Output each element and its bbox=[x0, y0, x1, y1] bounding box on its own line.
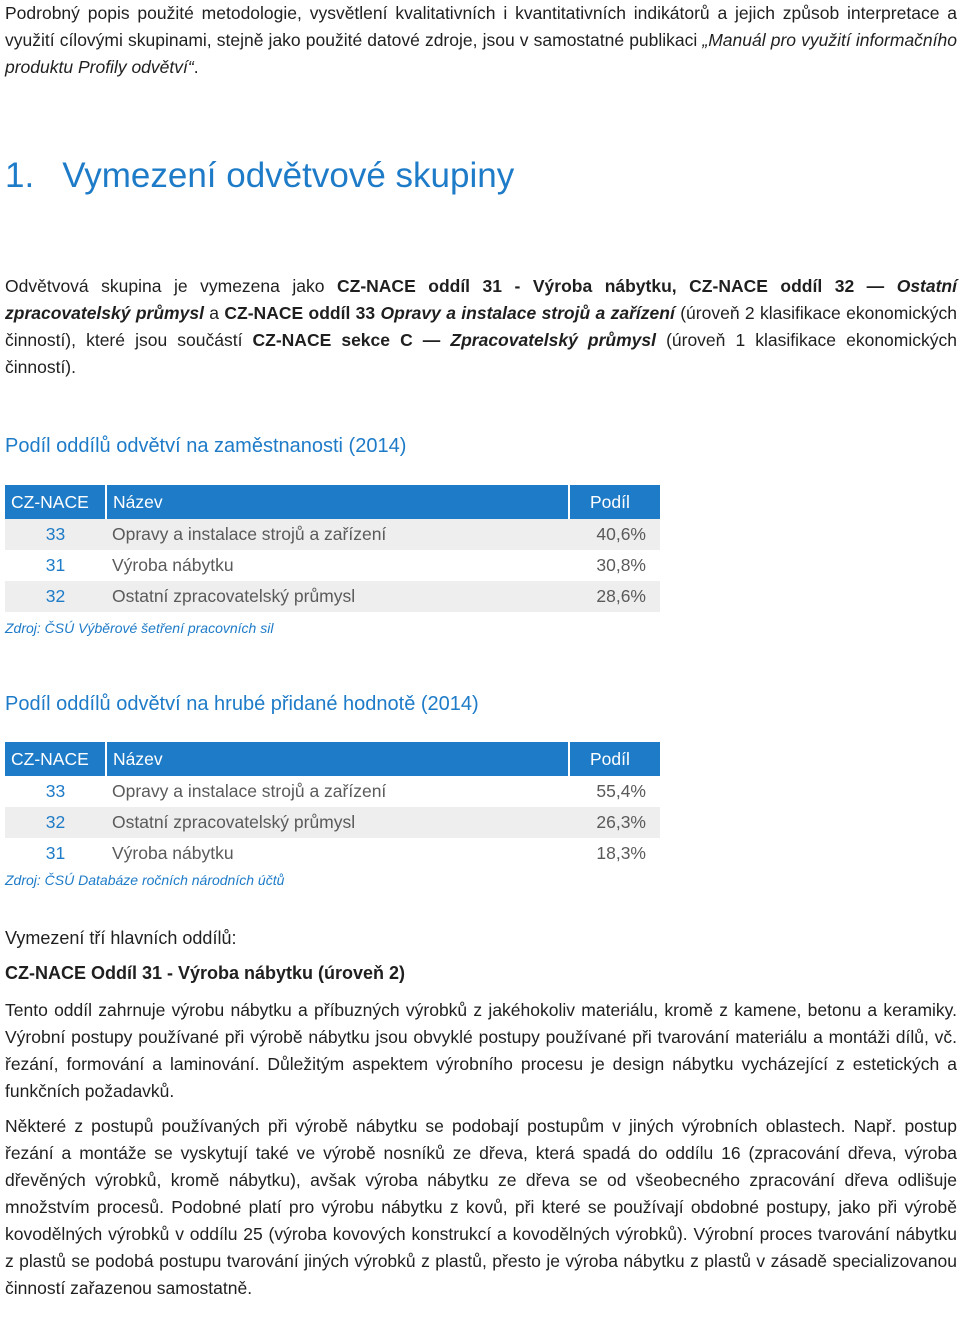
cell-name: Ostatní zpracovatelský průmysl bbox=[106, 581, 569, 612]
definition-paragraph bbox=[5, 273, 957, 381]
table-header-row bbox=[5, 742, 660, 776]
table-row bbox=[5, 838, 660, 869]
cell-name: Výroba nábytku bbox=[112, 555, 234, 575]
intro-paragraph bbox=[5, 0, 957, 81]
cell-name: Výroba nábytku bbox=[112, 843, 234, 863]
cell-share: 55,4% bbox=[596, 781, 646, 801]
cell-code: 32 bbox=[5, 807, 106, 838]
value-added-table-title: Podíl oddílů odvětví na hrubé přidané hodnotě (2014) bbox=[5, 693, 479, 715]
section-heading bbox=[5, 150, 514, 202]
divisions-lead: Vymezení tří hlavních oddílů: bbox=[5, 928, 237, 948]
table-row bbox=[5, 519, 660, 550]
table-header-row bbox=[5, 485, 660, 519]
cell-code: 31 bbox=[45, 555, 66, 575]
column-header-code: CZ-NACE bbox=[5, 485, 106, 519]
column-header-share: Podíl bbox=[569, 742, 660, 776]
cell-code: 32 bbox=[5, 581, 106, 612]
definition-bold: CZ-NACE sekce C — bbox=[252, 330, 451, 350]
employment-table-title: Podíl oddílů odvětví na zaměstnanosti (2014) bbox=[5, 435, 407, 457]
value-added-source: Zdroj: ČSÚ Databáze ročních národních účtů bbox=[5, 872, 285, 888]
division-31-paragraph-1: Tento oddíl zahrnuje výrobu nábytku a příbuzných výrobků z jakéhokoliv materiálu, kromě z kamene, betonu a keramiky. Výrobní postupy používané při výrobě nábytku jsou obvyklé postupy používané při tvarování materiálu a montáži dílů, vč. řezání, formování a laminování. Důležitým aspektem výrobního procesu je design nábytku vycházející z estetických a funkčních požadavků. bbox=[5, 1000, 957, 1101]
employment-table bbox=[5, 485, 660, 612]
definition-bold: CZ-NACE oddíl 31 - Výroba nábytku, CZ-NACE oddíl 32 — bbox=[337, 276, 897, 296]
cell-code: 33 bbox=[45, 781, 66, 801]
definition-bold-italic: Zpracovatelský průmysl bbox=[450, 330, 656, 350]
column-header-name: Název bbox=[106, 742, 569, 776]
cell-name: Opravy a instalace strojů a zařízení bbox=[106, 519, 569, 550]
cell-name: Ostatní zpracovatelský průmysl bbox=[106, 807, 569, 838]
column-header-code: CZ-NACE bbox=[5, 742, 106, 776]
definition-bold-italic: Opravy a instalace strojů a zařízení bbox=[380, 303, 675, 323]
cell-share: 30,8% bbox=[596, 555, 646, 575]
cell-code: 31 bbox=[45, 843, 66, 863]
employment-source: Zdroj: ČSÚ Výběrové šetření pracovních sil bbox=[5, 620, 274, 636]
table-row bbox=[5, 550, 660, 581]
cell-code: 33 bbox=[5, 519, 106, 550]
value-added-table bbox=[5, 742, 660, 869]
column-header-name: Název bbox=[106, 485, 569, 519]
publication-title: „Manuál pro využití informačního produktu Profily odvětví“ bbox=[5, 30, 957, 77]
cell-share: 18,3% bbox=[596, 843, 646, 863]
division-31-heading: CZ-NACE Oddíl 31 - Výroba nábytku (úroveň 2) bbox=[5, 963, 406, 983]
table-row bbox=[5, 776, 660, 807]
section-number: 1. bbox=[5, 156, 35, 195]
table-row bbox=[5, 581, 660, 612]
intro-end: . bbox=[193, 57, 199, 77]
definition-text: Odvětvová skupina je vymezena jako bbox=[5, 276, 337, 296]
section-title: Vymezení odvětvové skupiny bbox=[62, 156, 515, 195]
cell-name: Opravy a instalace strojů a zařízení bbox=[112, 781, 387, 801]
intro-text: Podrobný popis použité metodologie, vysvětlení kvalitativních i kvantitativních indikátorů a jejich způsob interpretace a využití cílovými skupinami, stejně jako použité datové zdroje, jsou v samostatné publikaci bbox=[5, 3, 957, 50]
division-31-paragraph-2: Některé z postupů používaných při výrobě nábytku se podobají postupům v jiných výrobních oblastech. Např. postup řezání a montáže se vyskytují také ve výrobě nosníků ze dřeva, která spadá do oddílu 16 (zpracování dřeva, výroba dřevěných výrobků, kromě nábytku), avšak výroba nábytku ze dřeva se od všeobecného zpracování dřeva odlišuje množstvím procesů. Podobné platí pro výrobu nábytku z kovů, při které se používají obdobné postupy, jako při výrobě kovodělných výrobků v oddílu 25 (výroba kovových konstrukcí a kovodělných výrobků). Výrobní proces tvarování nábytku z plastů se podobá postupu tvarování jiných výrobků z plastů, přesto je výroba nábytku z plastů v zásadě specializovanou činností zařazenou samostatně. bbox=[5, 1116, 957, 1298]
definition-text: (úroveň 2 klasifikace ekonomických činností), které jsou součástí bbox=[5, 303, 957, 350]
cell-share: 28,6% bbox=[569, 581, 660, 612]
definition-text: a bbox=[203, 303, 225, 323]
cell-share: 40,6% bbox=[569, 519, 660, 550]
column-header-share: Podíl bbox=[569, 485, 660, 519]
table-row bbox=[5, 807, 660, 838]
cell-share: 26,3% bbox=[569, 807, 660, 838]
definition-bold: CZ-NACE oddíl 33 bbox=[224, 303, 381, 323]
definition-text: (úroveň 1 klasifikace ekonomických činností). bbox=[5, 330, 957, 377]
definition-bold-italic: Ostatní zpracovatelský průmysl bbox=[5, 276, 957, 323]
